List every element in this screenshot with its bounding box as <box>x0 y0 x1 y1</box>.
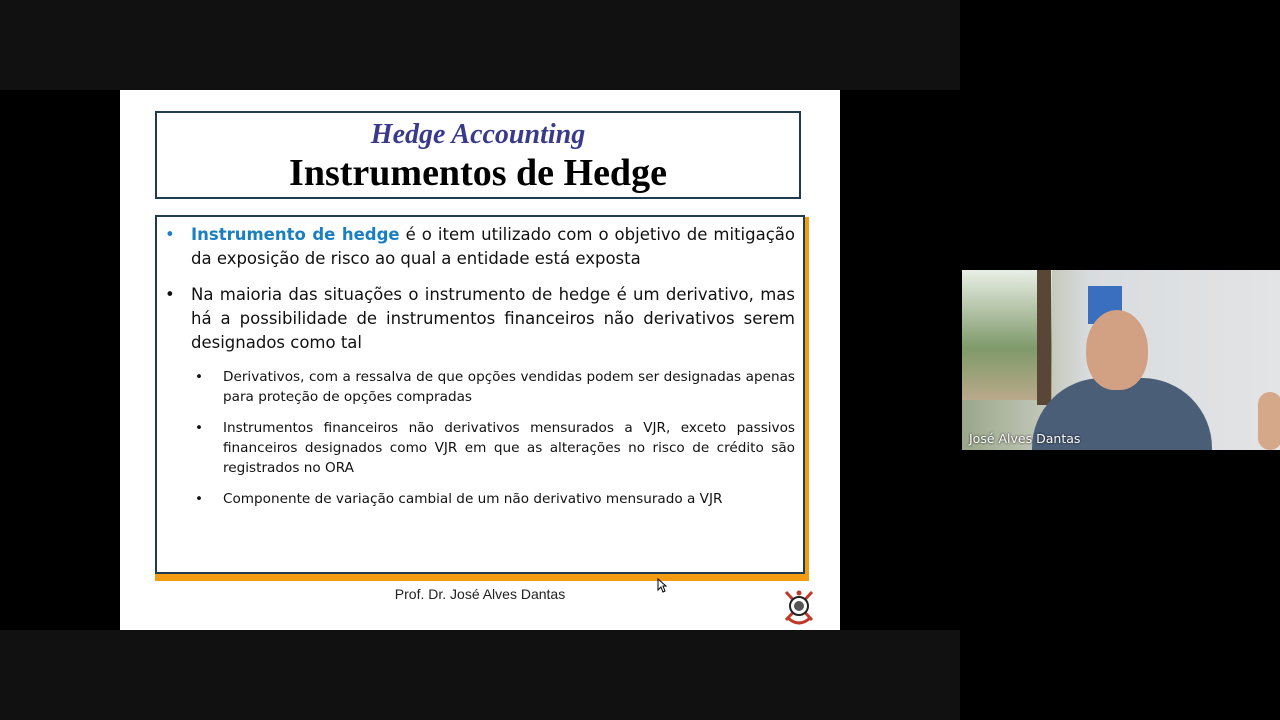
participant-name-label: José Alves Dantas <box>969 431 1081 446</box>
title-box <box>155 111 801 199</box>
sub-bullet-text: Componente de variação cambial de um não derivativo mensurado a VJR <box>223 491 723 507</box>
sub-bullet-item <box>195 489 795 509</box>
slide-subtitle: Hedge Accounting <box>370 119 586 150</box>
sub-bullet-item <box>195 418 795 478</box>
sub-bullet-text: Derivativos, com a ressalva de que opções vendidas podem ser designadas apenas para proteção de opções compradas <box>223 369 795 405</box>
bullet-icon: • <box>195 491 204 507</box>
sub-bullet-text: Instrumentos financeiros não derivativos mensurados a VJR, exceto passivos financeiros designados como VJR em que as alterações no risco de crédito são registrados no ORA <box>223 420 795 476</box>
top-bar <box>0 0 960 90</box>
slide-footer: Prof. Dr. José Alves Dantas <box>394 586 566 602</box>
bullet-icon: • <box>165 225 175 244</box>
bottom-bar <box>0 630 960 720</box>
bullet-text: Na maioria das situações o instrumento de hedge é um derivativo, mas há a possibilidade de instrumentos financeiros não derivativos serem designados como tal <box>191 285 795 352</box>
bullet-item <box>165 283 795 355</box>
bullet-icon: • <box>195 369 204 385</box>
bullet-icon: • <box>195 420 204 436</box>
bullet-text: é o item utilizado com o objetivo de mitigação da exposição de risco ao qual a entidade está exposta <box>191 225 795 268</box>
bullet-item <box>165 223 795 271</box>
mouse-cursor-icon <box>657 578 667 593</box>
bullet-highlight: Instrumento de hedge <box>191 225 400 244</box>
corinthians-crest-icon <box>782 588 816 628</box>
participant-video-tile[interactable] <box>962 270 1280 450</box>
bullet-icon: • <box>165 285 175 304</box>
presentation-slide <box>120 90 840 630</box>
slide-title: Instrumentos de Hedge <box>289 152 667 194</box>
sub-bullet-item <box>195 367 795 407</box>
content-box <box>155 215 805 574</box>
